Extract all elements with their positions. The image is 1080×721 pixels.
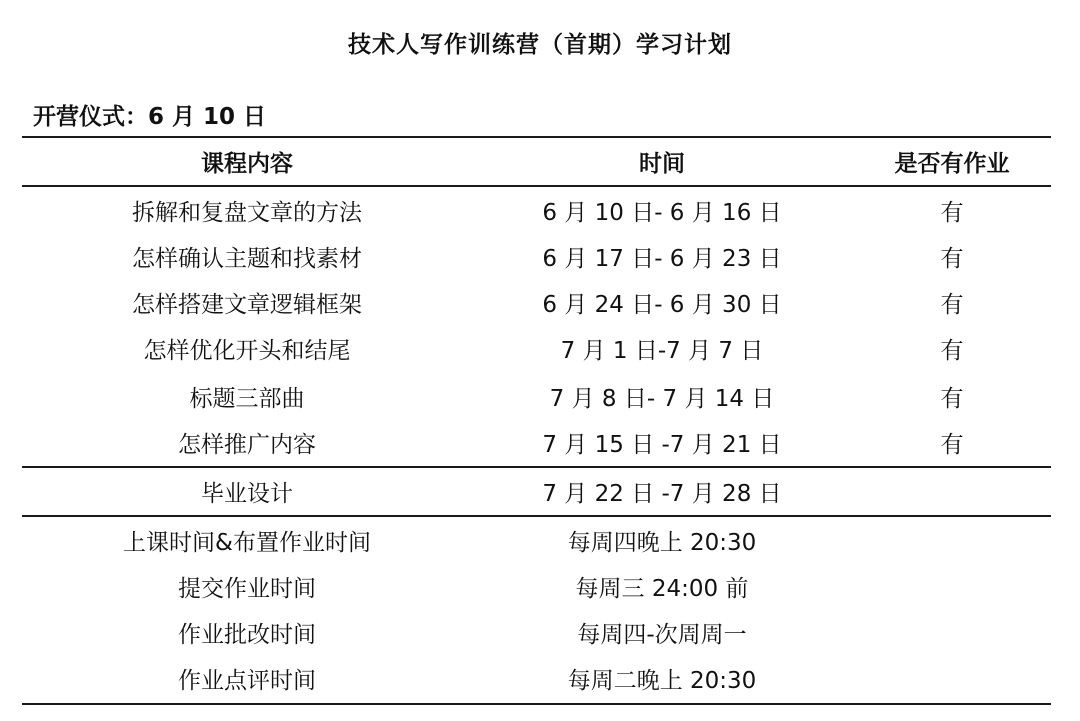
course-time: 7 月 8 日- 7 月 14 日 <box>549 385 775 412</box>
page-title: 技术人写作训练营（首期）学习计划 <box>348 32 732 58</box>
table-row <box>22 233 1051 279</box>
table-bottom-rule <box>22 703 1051 705</box>
course-homework: 有 <box>940 199 964 226</box>
header-time: 时间 <box>639 150 685 177</box>
table-row <box>22 187 1051 233</box>
table-row <box>22 325 1051 371</box>
schedule-value: 每周四-次周周一 <box>577 621 747 648</box>
course-name: 标题三部曲 <box>189 385 305 412</box>
graduation-name: 毕业设计 <box>201 480 293 507</box>
course-homework: 有 <box>940 291 964 318</box>
course-homework: 有 <box>940 385 964 412</box>
course-name: 怎样推广内容 <box>178 431 316 458</box>
course-time: 7 月 1 日-7 月 7 日 <box>560 337 764 364</box>
course-time: 6 月 24 日- 6 月 30 日 <box>542 291 782 318</box>
course-time: 7 月 15 日 -7 月 21 日 <box>542 431 782 458</box>
schedule-label: 提交作业时间 <box>178 575 316 602</box>
course-time: 6 月 17 日- 6 月 23 日 <box>542 245 782 272</box>
course-name: 怎样优化开头和结尾 <box>143 337 351 364</box>
graduation-time: 7 月 22 日 -7 月 28 日 <box>542 480 782 507</box>
schedule-row <box>22 563 1051 609</box>
schedule-value: 每周四晚上 20:30 <box>567 529 757 556</box>
course-homework: 有 <box>940 337 964 364</box>
course-homework: 有 <box>940 245 964 272</box>
course-homework: 有 <box>940 431 964 458</box>
schedule-value: 每周三 24:00 前 <box>575 575 749 602</box>
header-course: 课程内容 <box>201 150 293 177</box>
schedule-row <box>22 609 1051 655</box>
graduation-row <box>22 468 1051 514</box>
table-row <box>22 373 1051 419</box>
course-name: 怎样确认主题和找素材 <box>132 245 362 272</box>
table-header-row <box>22 138 1051 184</box>
course-time: 6 月 10 日- 6 月 16 日 <box>542 199 782 226</box>
schedule-label: 作业批改时间 <box>178 621 316 648</box>
schedule-row <box>22 517 1051 563</box>
schedule-label: 上课时间&布置作业时间 <box>123 529 371 556</box>
schedule-row <box>22 655 1051 701</box>
schedule-value: 每周二晚上 20:30 <box>567 667 757 694</box>
header-homework: 是否有作业 <box>894 150 1010 177</box>
course-name: 怎样搭建文章逻辑框架 <box>132 291 362 318</box>
opening-ceremony-date: 开营仪式：6 月 10 日 <box>33 104 267 130</box>
table-row <box>22 279 1051 325</box>
course-name: 拆解和复盘文章的方法 <box>132 199 362 226</box>
table-row <box>22 419 1051 465</box>
schedule-label: 作业点评时间 <box>178 667 316 694</box>
